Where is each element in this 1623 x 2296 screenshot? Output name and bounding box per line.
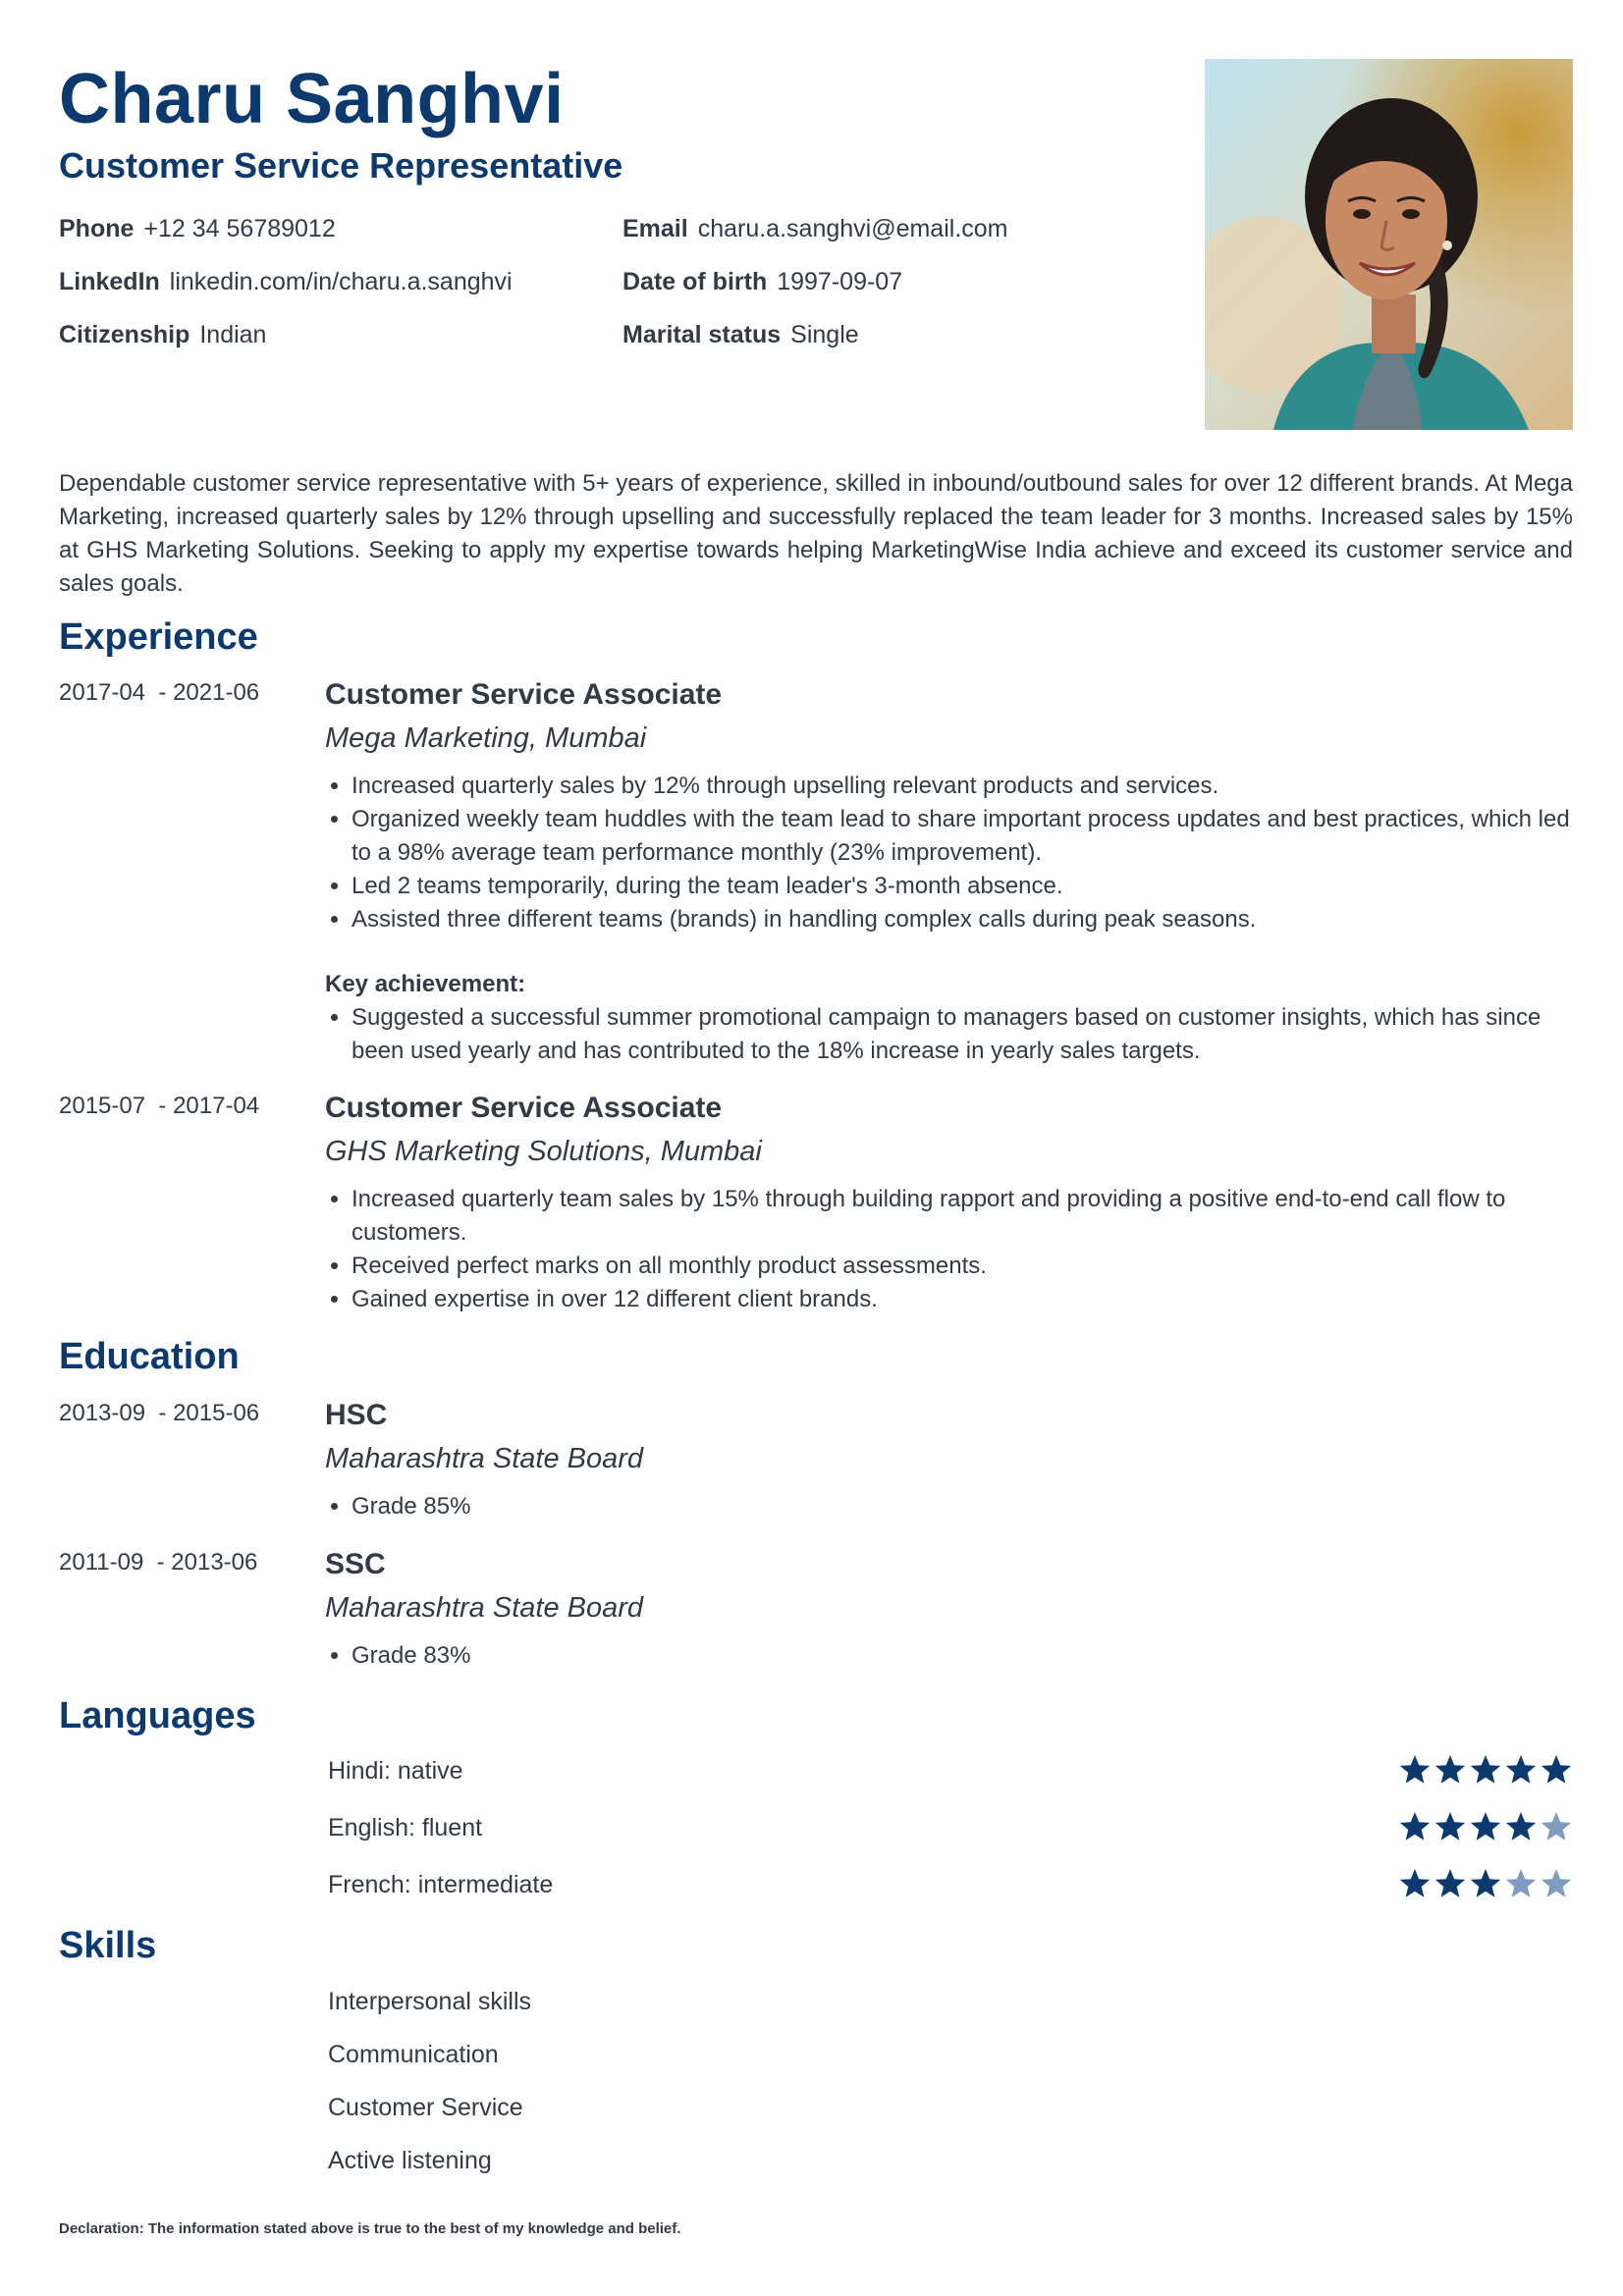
list-item: • Received perfect marks on all monthly product assessments.: [352, 1250, 1573, 1283]
job-title: Customer Service Representative: [59, 145, 623, 186]
section-title-experience: Experience: [59, 616, 258, 658]
education-dates: 2013-09 - 2015-06: [59, 1400, 260, 1426]
section-title-languages: Languages: [59, 1695, 256, 1736]
experience-dates: 2017-04 - 2021-06: [59, 679, 260, 706]
list-item: • Gained expertise in over 12 different client brands.: [352, 1283, 1573, 1316]
skill-item: Communication: [328, 2041, 499, 2068]
language-rating: [1398, 1753, 1573, 1787]
star-filled-icon: [1434, 1810, 1467, 1843]
skill-item: Active listening: [328, 2147, 492, 2174]
contact-value: linkedin.com/in/charu.a.sanghvi: [169, 268, 513, 295]
section-title-education: Education: [59, 1336, 240, 1377]
position-title: Customer Service Associate: [325, 678, 723, 711]
education-details: [325, 1490, 1573, 1523]
institution-name: Maharashtra State Board: [325, 1443, 644, 1474]
star-filled-icon: [1540, 1753, 1573, 1787]
language-item: French: intermediate: [328, 1871, 554, 1898]
degree-title: HSC: [325, 1399, 388, 1431]
candidate-name: Charu Sanghvi: [59, 60, 565, 138]
list-item: • Grade 85%: [352, 1490, 1573, 1523]
list-item: • Increased quarterly sales by 12% through upselling relevant products and services.: [352, 770, 1573, 803]
profile-photo: [1205, 59, 1573, 430]
contact-value: Indian: [199, 321, 267, 348]
star-filled-icon: [1504, 1753, 1538, 1787]
star-empty-icon: [1540, 1810, 1573, 1843]
skill-item: Customer Service: [328, 2094, 523, 2121]
profile-photo-illustration: [1205, 59, 1573, 430]
contact-value: 1997-09-07: [777, 268, 903, 295]
contact-citizenship: [59, 321, 266, 349]
star-empty-icon: [1540, 1867, 1573, 1900]
degree-title: SSC: [325, 1548, 386, 1580]
contact-label: Phone: [59, 215, 135, 242]
position-title: Customer Service Associate: [325, 1092, 723, 1124]
education-details: [325, 1639, 1573, 1673]
language-rating: [1398, 1867, 1573, 1900]
contact-phone: [59, 215, 336, 243]
star-empty-icon: [1504, 1867, 1538, 1900]
responsibility-list: [325, 770, 1573, 936]
company-name: Mega Marketing, Mumbai: [325, 722, 647, 754]
list-item: • Increased quarterly team sales by 15% through building rapport and providing a positive end-to-end call flow to customers.: [352, 1183, 1573, 1250]
star-filled-icon: [1398, 1867, 1432, 1900]
declaration: Declaration: The information stated above is true to the best of my knowledge and belief.: [59, 2220, 681, 2237]
contact-linkedin: [59, 268, 513, 296]
profile-summary: Dependable customer service representative with 5+ years of experience, skilled in inbound/outbound sales for over 12 different brands. At Mega Marketing, increased quarterly sales by 12% through upselling and successfully replaced the team leader for 3 months. Increased sales by 15% at GHS Marketing Solutions. Seeking to apply my expertise towards helping MarketingWise India achieve and exceed its customer service and sales goals.: [59, 470, 1573, 597]
key-achievement-label: Key achievement:: [325, 971, 526, 997]
experience-entry: [325, 675, 1573, 1068]
language-rating: [1398, 1810, 1573, 1843]
responsibility-list: [325, 1183, 1573, 1316]
language-item: English: fluent: [328, 1814, 483, 1842]
contact-marital-status: [622, 321, 859, 349]
contact-label: Email: [622, 215, 688, 242]
star-filled-icon: [1398, 1753, 1432, 1787]
contact-label: LinkedIn: [59, 268, 160, 295]
contact-value: Single: [790, 321, 859, 348]
education-entry: [325, 1396, 1573, 1523]
institution-name: Maharashtra State Board: [325, 1592, 644, 1624]
experience-dates: 2015-07 - 2017-04: [59, 1093, 260, 1119]
contact-label: Citizenship: [59, 321, 190, 348]
language-item: Hindi: native: [328, 1757, 463, 1785]
contact-label: Marital status: [622, 321, 782, 348]
star-filled-icon: [1469, 1753, 1502, 1787]
company-name: GHS Marketing Solutions, Mumbai: [325, 1136, 762, 1167]
contact-label: Date of birth: [622, 268, 768, 295]
contact-value: +12 34 56789012: [143, 215, 336, 242]
education-entry: [325, 1545, 1573, 1673]
contact-date-of-birth: [622, 268, 902, 296]
list-item: • Suggested a successful summer promotional campaign to managers based on customer insights, which has since been used yearly and has contributed to the 18% increase in yearly sales targets.: [352, 1001, 1573, 1068]
contact-value: charu.a.sanghvi@email.com: [697, 215, 1008, 242]
star-filled-icon: [1469, 1810, 1502, 1843]
star-filled-icon: [1504, 1810, 1538, 1843]
star-filled-icon: [1434, 1753, 1467, 1787]
list-item: • Assisted three different teams (brands) in handling complex calls during peak seasons.: [352, 903, 1573, 936]
list-item: • Organized weekly team huddles with the team lead to share important process updates and best practices, which led to a 98% average team performance monthly (23% improvement).: [352, 803, 1573, 870]
star-filled-icon: [1398, 1810, 1432, 1843]
section-title-skills: Skills: [59, 1925, 157, 1966]
star-filled-icon: [1434, 1867, 1467, 1900]
list-item: • Grade 83%: [352, 1639, 1573, 1673]
star-filled-icon: [1469, 1867, 1502, 1900]
education-dates: 2011-09 - 2013-06: [59, 1549, 258, 1575]
experience-entry: [325, 1089, 1573, 1316]
contact-email: [622, 215, 1008, 243]
skill-item: Interpersonal skills: [328, 1988, 532, 2015]
list-item: • Led 2 teams temporarily, during the team leader's 3-month absence.: [352, 870, 1573, 903]
achievement-list: [325, 1001, 1573, 1068]
